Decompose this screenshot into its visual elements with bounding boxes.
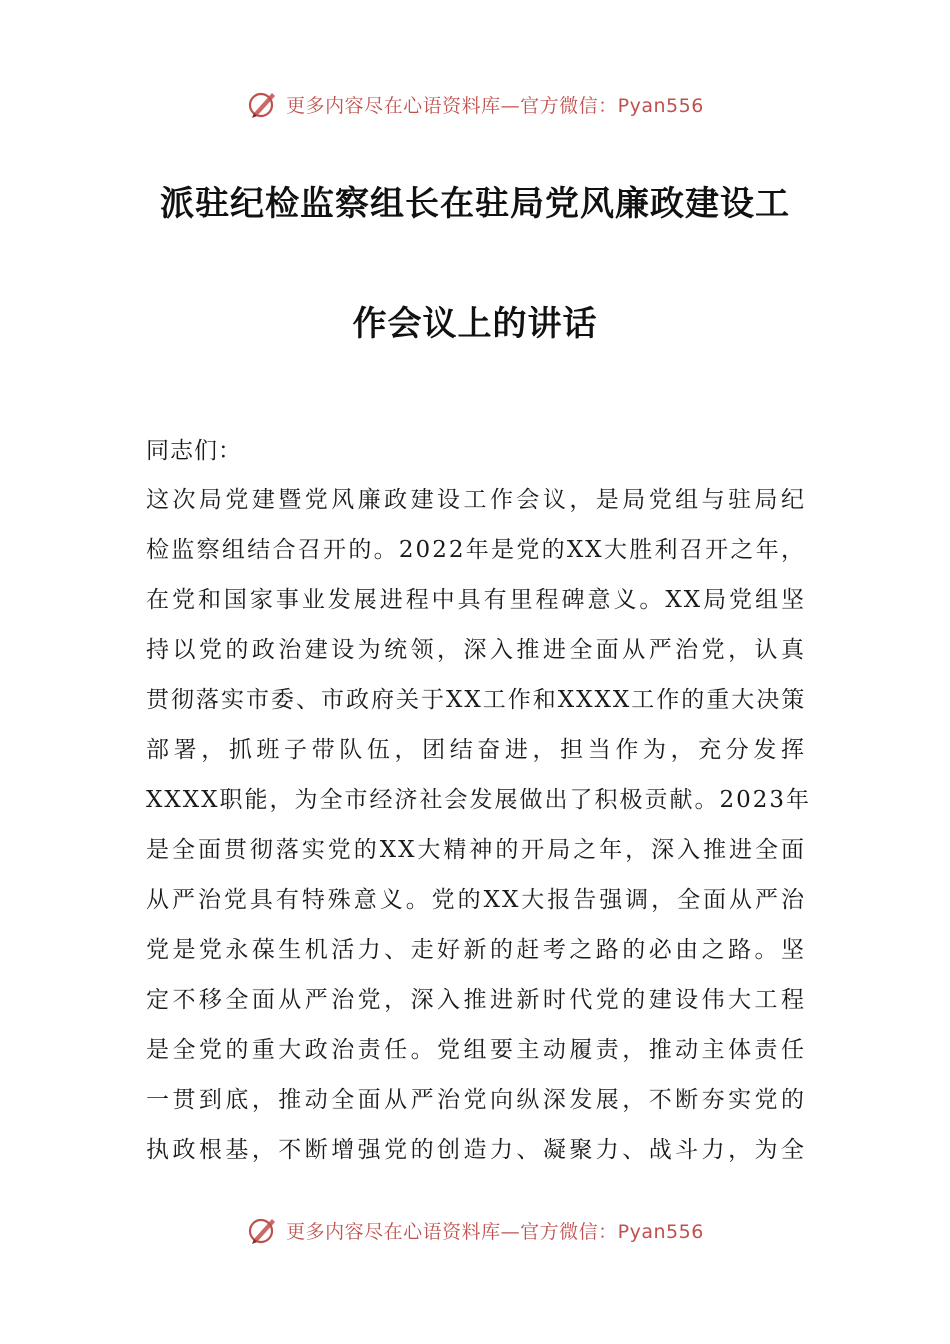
body-text bbox=[146, 478, 812, 1178]
document-title-line-2: 作会议上的讲话 bbox=[352, 304, 598, 344]
body-line-13: 一贯到底，推动全面从严治党向纵深发展，不断夯实党的 bbox=[146, 1087, 806, 1113]
body-line-2: 检监察组结合召开的。2022年是党的XX大胜利召开之年， bbox=[146, 537, 806, 563]
body-line-5: 贯彻落实市委、市政府关于XX工作和XXXX工作的重大决策 bbox=[146, 687, 807, 713]
body-line-4: 持以党的政治建设为统领，深入推进全面从严治党，认真 bbox=[146, 637, 806, 663]
body-line-8: 是全面贯彻落实党的XX大精神的开局之年，深入推进全面 bbox=[146, 837, 806, 863]
body-line-11: 定不移全面从严治党，深入推进新时代党的建设伟大工程 bbox=[146, 987, 806, 1013]
body-line-6: 部署，抓班子带队伍，团结奋进，担当作为，充分发挥 bbox=[146, 737, 806, 763]
body-line-7: XXXX职能，为全市经济社会发展做出了积极贡献。2023年 bbox=[146, 787, 812, 813]
watermark-wechat-id: Pyan556 bbox=[617, 94, 704, 117]
salutation: 同志们： bbox=[146, 438, 242, 464]
document-title-line-1: 派驻纪检监察组长在驻局党风廉政建设工 bbox=[160, 184, 790, 224]
body-line-12: 是全党的重大政治责任。党组要主动履责，推动主体责任 bbox=[146, 1037, 806, 1063]
body-line-9: 从严治党具有特殊意义。党的XX大报告强调，全面从严治 bbox=[146, 887, 806, 913]
watermark-wechat-id: Pyan556 bbox=[617, 1220, 704, 1243]
body-line-10: 党是党永葆生机活力、走好新的赶考之路的必由之路。坚 bbox=[146, 937, 806, 963]
header-watermark bbox=[0, 84, 950, 124]
watermark-text: 更多内容尽在心语资料库—官方微信： bbox=[286, 1220, 618, 1243]
body-line-3: 在党和国家事业发展进程中具有里程碑意义。XX局党组坚 bbox=[146, 587, 806, 613]
body-line-1: 这次局党建暨党风廉政建设工作会议，是局党组与驻局纪 bbox=[146, 487, 806, 513]
pen-logo-icon bbox=[246, 1213, 280, 1247]
footer-watermark bbox=[0, 1210, 950, 1250]
pen-logo-icon bbox=[246, 87, 280, 121]
body-line-14: 执政根基，不断增强党的创造力、凝聚力、战斗力，为全 bbox=[146, 1137, 806, 1163]
watermark-text: 更多内容尽在心语资料库—官方微信： bbox=[286, 94, 618, 117]
